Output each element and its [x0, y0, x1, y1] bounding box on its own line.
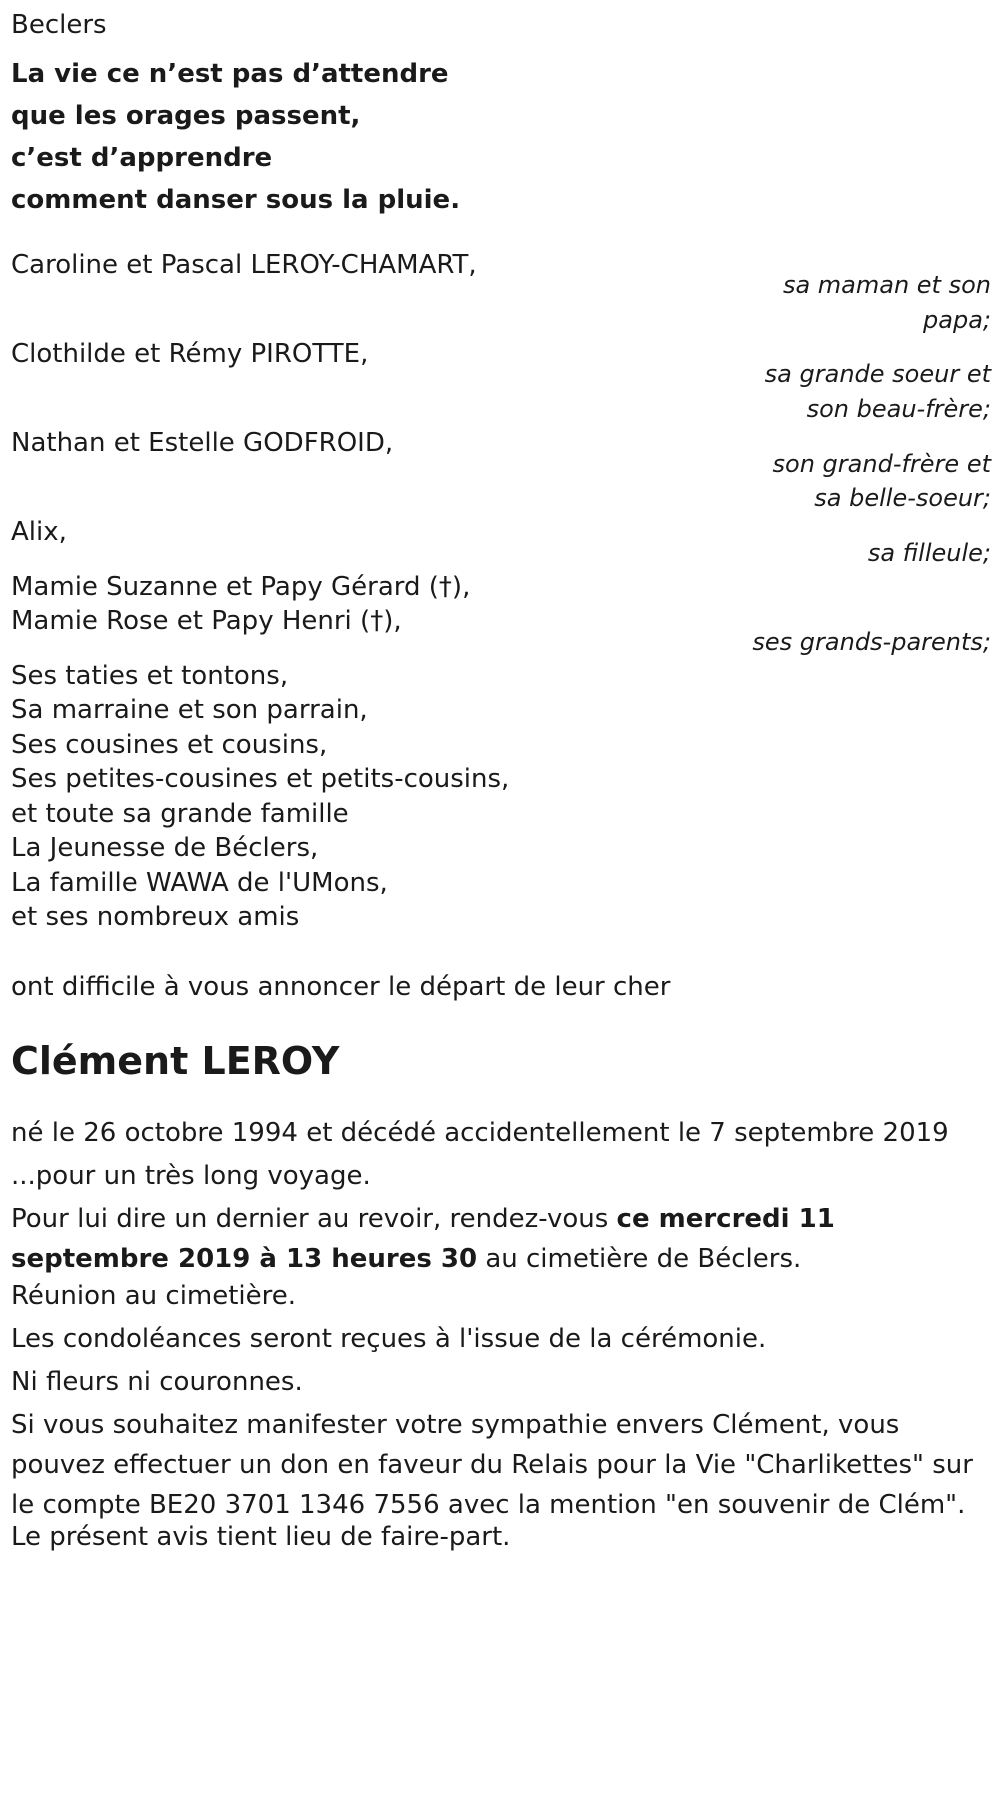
poem-line-1: La vie ce n’est pas d’attendre — [11, 59, 449, 89]
family-relation-sister-1: sa grande soeur et — [764, 360, 991, 388]
reunion-text: Réunion au cimetière. — [11, 1281, 297, 1311]
others-line-5: et toute sa grande famille — [11, 799, 349, 829]
others-line-6: La Jeunesse de Béclers, — [11, 833, 319, 863]
grandparents-line-1: Mamie Suzanne et Papy Gérard (†), — [11, 572, 471, 602]
others-line-8: et ses nombreux amis — [11, 902, 300, 932]
family-relation-brother-1: son grand-frère et — [772, 450, 991, 478]
others-line-3: Ses cousines et cousins, — [11, 730, 328, 760]
family-names-brother: Nathan et Estelle GODFROID, — [11, 428, 394, 458]
announcement-text: ont difficile à vous annoncer le départ de leur cher — [11, 972, 671, 1002]
dates-text: né le 26 octobre 1994 et décédé accidentellement le 7 septembre 2019 — [11, 1118, 949, 1148]
ceremony-datetime: ce mercredi 11 septembre 2019 à 13 heures 30 — [11, 1204, 835, 1274]
grandparents-relation: ses grands-parents; — [752, 628, 991, 656]
poem-line-2: que les orages passent, — [11, 101, 361, 131]
family-relation-goddaughter: sa filleule; — [867, 539, 991, 567]
family-relation-sister-2: son beau-frère; — [806, 395, 991, 423]
deceased-name: Clément LEROY — [11, 1039, 340, 1083]
ceremony-prefix: Pour lui dire un dernier au revoir, rendez-vous — [11, 1204, 617, 1234]
others-line-2: Sa marraine et son parrain, — [11, 695, 368, 725]
voyage-text: ...pour un très long voyage. — [11, 1161, 371, 1191]
ceremony-suffix: au cimetière de Béclers. — [477, 1244, 802, 1274]
poem-line-4: comment danser sous la pluie. — [11, 185, 461, 215]
closing-text: Le présent avis tient lieu de faire-part. — [11, 1522, 511, 1552]
flowers-text: Ni fleurs ni couronnes. — [11, 1367, 303, 1397]
condolences-text: Les condoléances seront reçues à l'issue de la cérémonie. — [11, 1324, 767, 1354]
family-relation-parents-2: papa; — [923, 306, 991, 334]
family-names-parents: Caroline et Pascal LEROY-CHAMART, — [11, 250, 477, 280]
family-names-goddaughter: Alix, — [11, 517, 67, 547]
others-line-7: La famille WAWA de l'UMons, — [11, 868, 388, 898]
ceremony-text — [11, 1199, 991, 1279]
family-relation-brother-2: sa belle-soeur; — [814, 484, 991, 512]
poem-line-3: c’est d’apprendre — [11, 143, 273, 173]
others-line-1: Ses taties et tontons, — [11, 661, 289, 691]
grandparents-line-2: Mamie Rose et Papy Henri (†), — [11, 606, 402, 636]
family-names-sister: Clothilde et Rémy PIROTTE, — [11, 339, 369, 369]
family-relation-parents-1: sa maman et son — [782, 271, 991, 299]
location-label: Beclers — [11, 10, 107, 40]
others-line-4: Ses petites-cousines et petits-cousins, — [11, 764, 510, 794]
donation-text: Si vous souhaitez manifester votre sympathie envers Clément, vous pouvez effectuer un don en faveur du Relais pour la Vie "Charlikettes" sur le compte BE20 3701 1346 7556 avec la mention "en souvenir de Clém". — [11, 1410, 973, 1520]
